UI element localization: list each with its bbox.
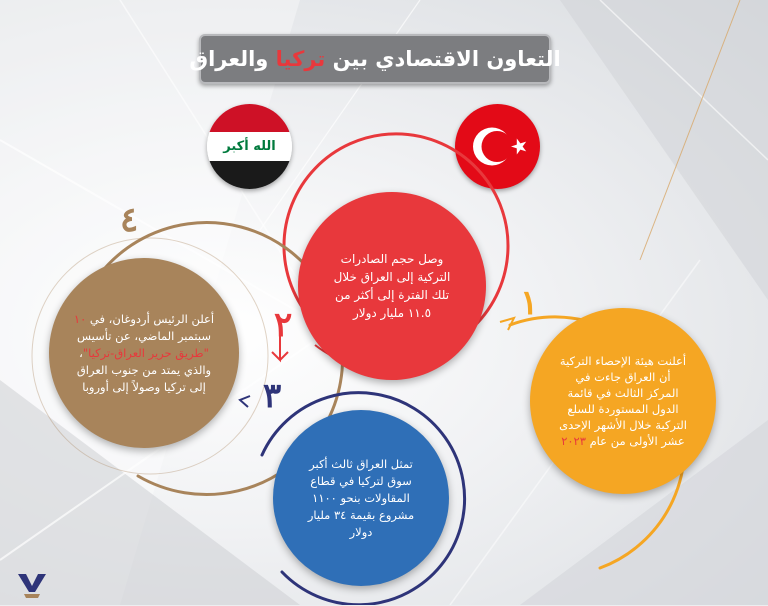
step-2-text: وصل حجم الصادرات التركية إلى العراق خلال تلك الفترة إلى أكثر من ١١.٥ مليار دولار: [333, 252, 451, 320]
iraq-flag-text: الله أكبر: [223, 138, 276, 154]
title-highlight: تركيا: [275, 47, 326, 71]
step-2-circle: [298, 192, 486, 380]
step-1-text: أعلنت هيئة الإحصاء التركية أن العراق جاءت في المركز الثالث في قائمة الدول المستوردة للسلع التركية خلال الأشهر الإحدى عشر الأولى من عام ٢٠٢٣: [559, 354, 687, 448]
brand-logo: [14, 570, 50, 602]
step-number-3: ٣: [263, 376, 282, 416]
step-3-circle: [273, 410, 449, 586]
step-1-year: ٢٠٢٣: [561, 434, 586, 448]
step-1-circle: [530, 308, 716, 494]
step-4-text-highlight: "طريق حرير العراق-تركيا": [82, 345, 209, 360]
step-number-4: ٤: [120, 200, 139, 240]
brand-logo-icon: [14, 570, 50, 602]
step-number-2: ٢: [274, 305, 293, 345]
page-title: التعاون الاقتصادي بين تركيا والعراق: [189, 47, 561, 71]
step-4-text: أعلن الرئيس أردوغان، في ١٠ سبتمبر الماضي، عن تأسيس "طريق حرير العراق-تركيا"، والذي يمتد من جنوب العراق إلى تركيا وصولاً إلى أوروبا: [73, 311, 215, 394]
step-4-circle: [49, 258, 239, 448]
step-3-text: تمثل العراق ثالث أكبر سوق لتركيا في قطاع المقاولات بنحو ١١٠٠ مشروع بقيمة ٣٤ مليار دولار: [307, 456, 415, 539]
step-4-text-number: ١٠: [73, 311, 87, 326]
step-number-1: ١: [520, 283, 539, 323]
